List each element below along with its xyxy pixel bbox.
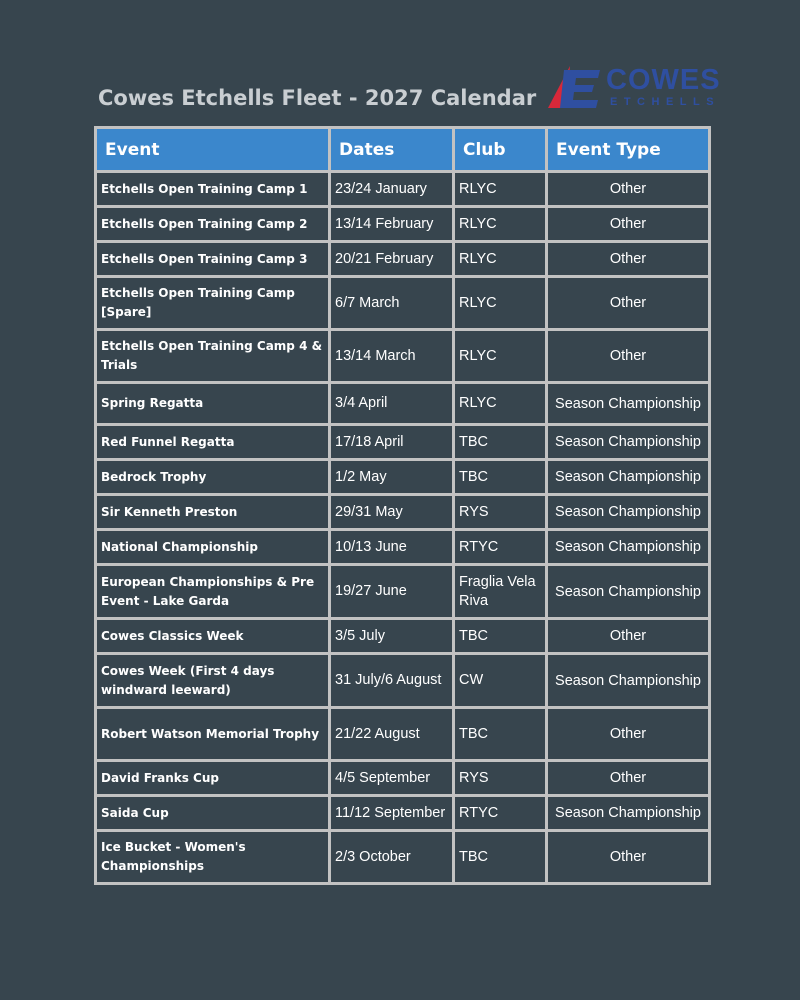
dates-cell: 2/3 October xyxy=(330,831,454,884)
club-cell: RTYC xyxy=(454,796,547,831)
type-cell: Season Championship xyxy=(547,495,710,530)
dates-cell: 13/14 March xyxy=(330,330,454,383)
table-row xyxy=(96,207,710,242)
event-cell: Robert Watson Memorial Trophy xyxy=(96,708,330,761)
dates-cell: 13/14 February xyxy=(330,207,454,242)
dates-cell: 20/21 February xyxy=(330,242,454,277)
club-cell: RLYC xyxy=(454,172,547,207)
club-cell: RLYC xyxy=(454,277,547,330)
event-cell: National Championship xyxy=(96,530,330,565)
club-cell: TBC xyxy=(454,425,547,460)
club-cell: CW xyxy=(454,654,547,708)
type-cell: Other xyxy=(547,330,710,383)
club-cell: RLYC xyxy=(454,207,547,242)
dates-cell: 4/5 September xyxy=(330,761,454,796)
type-cell: Other xyxy=(547,207,710,242)
club-cell: RYS xyxy=(454,495,547,530)
logo-subword: ETCHELLS xyxy=(610,96,721,108)
club-cell: TBC xyxy=(454,460,547,495)
event-cell: Sir Kenneth Preston xyxy=(96,495,330,530)
header-event-type: Event Type xyxy=(547,128,710,172)
type-cell: Other xyxy=(547,172,710,207)
cowes-etchells-logo xyxy=(544,64,721,114)
header-dates: Dates xyxy=(330,128,454,172)
table-row xyxy=(96,460,710,495)
event-cell: Cowes Classics Week xyxy=(96,619,330,654)
table-row xyxy=(96,831,710,884)
type-cell: Season Championship xyxy=(547,460,710,495)
club-cell: RYS xyxy=(454,761,547,796)
club-cell: TBC xyxy=(454,619,547,654)
club-cell: RTYC xyxy=(454,530,547,565)
club-cell: TBC xyxy=(454,708,547,761)
type-cell: Other xyxy=(547,242,710,277)
dates-cell: 23/24 January xyxy=(330,172,454,207)
table-row xyxy=(96,383,710,425)
event-cell: Cowes Week (First 4 days windward leeward) xyxy=(96,654,330,708)
event-cell: Etchells Open Training Camp 4 & Trials xyxy=(96,330,330,383)
type-cell: Other xyxy=(547,708,710,761)
dates-cell: 31 July/6 August xyxy=(330,654,454,708)
table-row xyxy=(96,654,710,708)
dates-cell: 21/22 August xyxy=(330,708,454,761)
dates-cell: 10/13 June xyxy=(330,530,454,565)
type-cell: Season Championship xyxy=(547,565,710,619)
type-cell: Season Championship xyxy=(547,654,710,708)
table-row xyxy=(96,330,710,383)
page-title: Cowes Etchells Fleet - 2027 Calendar xyxy=(98,86,537,110)
type-cell: Season Championship xyxy=(547,796,710,831)
dates-cell: 3/5 July xyxy=(330,619,454,654)
club-cell: RLYC xyxy=(454,242,547,277)
event-cell: Bedrock Trophy xyxy=(96,460,330,495)
type-cell: Season Championship xyxy=(547,530,710,565)
table-row xyxy=(96,172,710,207)
dates-cell: 11/12 September xyxy=(330,796,454,831)
type-cell: Other xyxy=(547,761,710,796)
table-row xyxy=(96,530,710,565)
type-cell: Season Championship xyxy=(547,425,710,460)
event-cell: David Franks Cup xyxy=(96,761,330,796)
calendar-table xyxy=(94,126,711,885)
club-cell: RLYC xyxy=(454,330,547,383)
dates-cell: 6/7 March xyxy=(330,277,454,330)
table-row xyxy=(96,761,710,796)
dates-cell: 17/18 April xyxy=(330,425,454,460)
event-cell: Spring Regatta xyxy=(96,383,330,425)
type-cell: Other xyxy=(547,277,710,330)
event-cell: Ice Bucket - Women's Championships xyxy=(96,831,330,884)
event-cell: Etchells Open Training Camp 1 xyxy=(96,172,330,207)
table-row xyxy=(96,277,710,330)
table-row xyxy=(96,708,710,761)
event-cell: Etchells Open Training Camp 3 xyxy=(96,242,330,277)
header-event: Event xyxy=(96,128,330,172)
club-cell: RLYC xyxy=(454,383,547,425)
dates-cell: 19/27 June xyxy=(330,565,454,619)
club-cell: TBC xyxy=(454,831,547,884)
event-cell: Red Funnel Regatta xyxy=(96,425,330,460)
dates-cell: 1/2 May xyxy=(330,460,454,495)
logo-sail-icon xyxy=(544,64,606,114)
dates-cell: 3/4 April xyxy=(330,383,454,425)
table-row xyxy=(96,242,710,277)
type-cell: Other xyxy=(547,619,710,654)
type-cell: Other xyxy=(547,831,710,884)
table-row xyxy=(96,796,710,831)
table-header-row xyxy=(96,128,710,172)
dates-cell: 29/31 May xyxy=(330,495,454,530)
event-cell: Etchells Open Training Camp 2 xyxy=(96,207,330,242)
table-row xyxy=(96,565,710,619)
table-row xyxy=(96,495,710,530)
club-cell: Fraglia Vela Riva xyxy=(454,565,547,619)
logo-word: COWES xyxy=(606,64,721,96)
event-cell: Etchells Open Training Camp [Spare] xyxy=(96,277,330,330)
event-cell: Saida Cup xyxy=(96,796,330,831)
header-club: Club xyxy=(454,128,547,172)
table-row xyxy=(96,619,710,654)
type-cell: Season Championship xyxy=(547,383,710,425)
table-row xyxy=(96,425,710,460)
event-cell: European Championships & Pre Event - Lake Garda xyxy=(96,565,330,619)
